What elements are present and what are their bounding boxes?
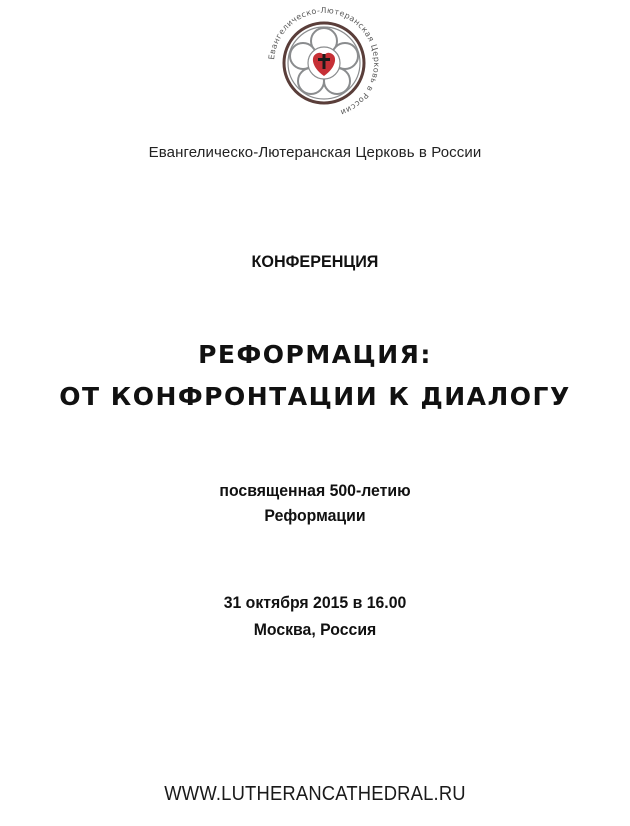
event-date: 31 октября 2015 в 16.00 <box>223 593 407 612</box>
church-emblem <box>266 5 382 121</box>
subtitle-line-1: посвященная 500-летию <box>219 481 411 500</box>
title-line-1: РЕФОРМАЦИЯ: <box>198 340 432 369</box>
luther-rose-icon <box>266 5 382 121</box>
emblem-ring-text: Евангелическо-Лютеранская Церковь в России <box>267 5 382 118</box>
title-line-2: ОТ КОНФРОНТАЦИИ К ДИАЛОГУ <box>59 382 571 411</box>
event-type-heading: КОНФЕРЕНЦИЯ <box>251 252 379 271</box>
organization-name: Евангелическо-Лютеранская Церковь в России <box>148 144 482 161</box>
subtitle-line-2: Реформации <box>264 506 366 525</box>
event-place: Москва, Россия <box>253 620 377 639</box>
website-link[interactable]: WWW.LUTHERANCATHEDRAL.RU <box>164 783 466 805</box>
